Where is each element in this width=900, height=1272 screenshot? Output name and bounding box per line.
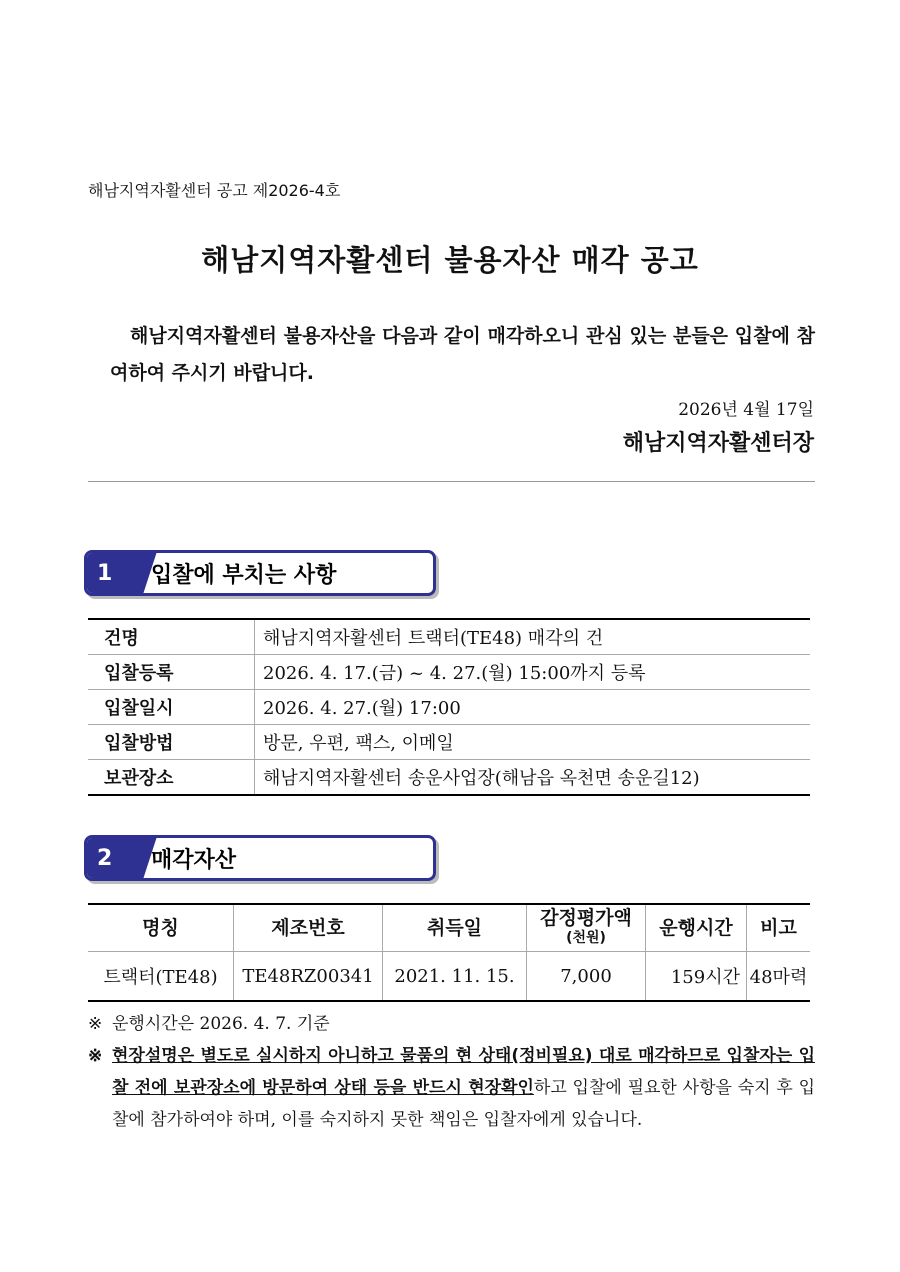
col-header-label: 감정평가액	[540, 907, 632, 929]
row-value: 방문, 우편, 팩스, 이메일	[255, 725, 811, 760]
table-row	[88, 619, 810, 655]
note-emphasis: 현장설명은 별도로 실시하지 아니하고 물품의 현 상태(정비필요) 대로 매각하므로 입찰자는 입찰 전에 보관장소에 방문하여 상태 등을 반드시 현장확인	[112, 1046, 815, 1098]
col-header-unit: (천원)	[566, 930, 606, 946]
section-number: 1	[87, 553, 139, 593]
row-label: 보관장소	[88, 760, 255, 796]
row-label: 건명	[88, 619, 255, 655]
cell: TE48RZ00341	[234, 952, 383, 1002]
cell: 트랙터(TE48)	[88, 952, 234, 1002]
reference-mark: ※	[88, 1014, 103, 1034]
note-1	[88, 1008, 815, 1040]
cell: 159시간	[646, 952, 747, 1002]
row-value: 해남지역자활센터 트랙터(TE48) 매각의 건	[255, 619, 811, 655]
signer: 해남지역자활센터장	[622, 431, 814, 456]
table-header-row	[88, 904, 810, 952]
section-1-header	[84, 550, 436, 596]
section-title: 입찰에 부치는 사항	[151, 562, 337, 588]
col-header: 운행시간	[646, 904, 747, 952]
row-label: 입찰일시	[88, 690, 255, 725]
row-value: 2026. 4. 17.(금) ~ 4. 27.(월) 15:00까지 등록	[255, 655, 811, 690]
col-header: 취득일	[383, 904, 527, 952]
col-header: 비고	[747, 904, 811, 952]
section-number: 2	[87, 838, 139, 878]
notes	[88, 1008, 815, 1136]
col-header: 제조번호	[234, 904, 383, 952]
table-row	[88, 952, 810, 1002]
notice-date: 2026년 4월 17일	[678, 400, 814, 420]
row-label: 입찰등록	[88, 655, 255, 690]
row-value: 2026. 4. 27.(월) 17:00	[255, 690, 811, 725]
section-2-header	[84, 835, 436, 881]
cell: 2021. 11. 15.	[383, 952, 527, 1002]
divider	[88, 481, 815, 482]
note-text: 하고 입찰에 필요한 사항을 숙지 후 입찰에 참가하여야 하며, 이를 숙지하지 못한 책임은 입찰자에게 있습니다.	[112, 1078, 815, 1130]
page-title: 해남지역자활센터 불용자산 매각 공고	[201, 243, 699, 277]
table-row	[88, 725, 810, 760]
intro-paragraph: 해남지역자활센터 불용자산을 다음과 같이 매각하오니 관심 있는 분들은 입찰에 참여하여 주시기 바랍니다.	[110, 325, 815, 384]
note-text: 운행시간은 2026. 4. 7. 기준	[112, 1014, 330, 1034]
bid-info-table	[88, 618, 810, 796]
col-header	[527, 904, 646, 952]
table-row	[88, 760, 810, 796]
cell: 48마력	[749, 967, 808, 988]
table-row	[88, 690, 810, 725]
cell: 7,000	[527, 952, 646, 1002]
note-2	[88, 1040, 815, 1136]
reference-mark: ※	[88, 1046, 103, 1066]
row-label: 입찰방법	[88, 725, 255, 760]
table-row	[88, 655, 810, 690]
notice-number: 해남지역자활센터 공고 제2026-4호	[88, 181, 341, 200]
asset-table	[88, 903, 810, 1002]
section-title: 매각자산	[151, 847, 237, 873]
row-value: 해남지역자활센터 송운사업장(해남읍 옥천면 송운길12)	[255, 760, 811, 796]
col-header: 명칭	[88, 904, 234, 952]
